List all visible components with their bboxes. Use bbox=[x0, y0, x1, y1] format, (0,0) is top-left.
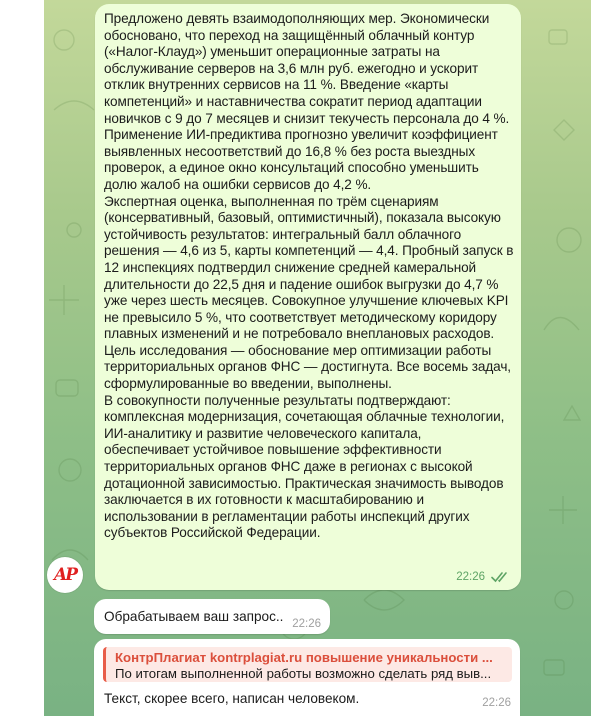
outgoing-message-text: Предложено девять взаимодополняющих мер. Экономически обосновано, что переход на защищённый облачный контур («Налог-Клауд») уменьшит операционные затраты на обслуживание серверов на 3,6 млн руб. ежегодно и ускорит отклик внутренних сервисов на 11 %. Введение «карты компетенций» и наставничества сократит период адаптации новичков с 9 до 7 месяцев и снизит текучесть персонала до 4 %. Применение ИИ-предиктива прогнозно увеличит коэффициент выявленных несоответствий до 16,8 % без роста выездных проверок, а единое окно консультаций способно уменьшить долю жалоб на ошибки сервисов до 4,2 %. Экспертная оценка, выполненная по трём сценариям (консервативный, базовый, оптимистичный), показала высокую устойчивость результатов: интегральный балл облачного решения — 4,6 из 5, карты компетенций — 4,4. Пробный запуск в 12 инспекциях подтвердил снижение средней камеральной длительности до 22,5 дня и падение ошибок выгрузки до 4,7 % уже через шесть месяцев. Совокупное улучшение ключевых KPI не превысило 5 %, что соответствует методическому коридору плавных изменений и не потребовало внеплановых расходов. Цель исследования — обоснование мер оптимизации работы территориальных органов ФНС — достигнута. Все восемь задач, сформулированные во введении, выполнены. В совокупности полученные результаты подтверждают: комплексная модернизация, сочетающая облачные технологии, ИИ-аналитику и развитие человеческого капитала, обеспечивает устойчивое повышение эффективности территориальных органов ФНС даже в регионах с высокой дотационной зависимостью. Практическая значимость выводов заключается в их готовности к масштабированию и использовании в регламентации работы инспекций других субъектов Российской Федерации. bbox=[104, 11, 514, 541]
incoming-message-bubble[interactable] bbox=[94, 639, 520, 716]
reply-quote-title: КонтрПлагиат kontrplagiat.ru повышение уникальности ... bbox=[115, 650, 493, 665]
reply-quote-text: По итогам выполненной работы возможно сделать ряд выв... bbox=[115, 666, 492, 681]
outgoing-message-time: 22:26 bbox=[456, 571, 485, 583]
incoming-message-time: 22:26 bbox=[292, 618, 321, 630]
bot-avatar[interactable] bbox=[47, 557, 83, 593]
incoming-message-text: Обрабатываем ваш запрос.. bbox=[104, 609, 284, 624]
outgoing-message-bubble[interactable] bbox=[95, 4, 521, 590]
reply-quote[interactable] bbox=[103, 647, 512, 682]
double-check-icon bbox=[491, 571, 513, 583]
incoming-message-time: 22:26 bbox=[482, 697, 511, 709]
avatar-initials: AP bbox=[54, 565, 76, 585]
incoming-message-bubble[interactable] bbox=[94, 599, 330, 634]
incoming-message-text: Текст, скорее всего, написан человеком. bbox=[104, 691, 360, 706]
